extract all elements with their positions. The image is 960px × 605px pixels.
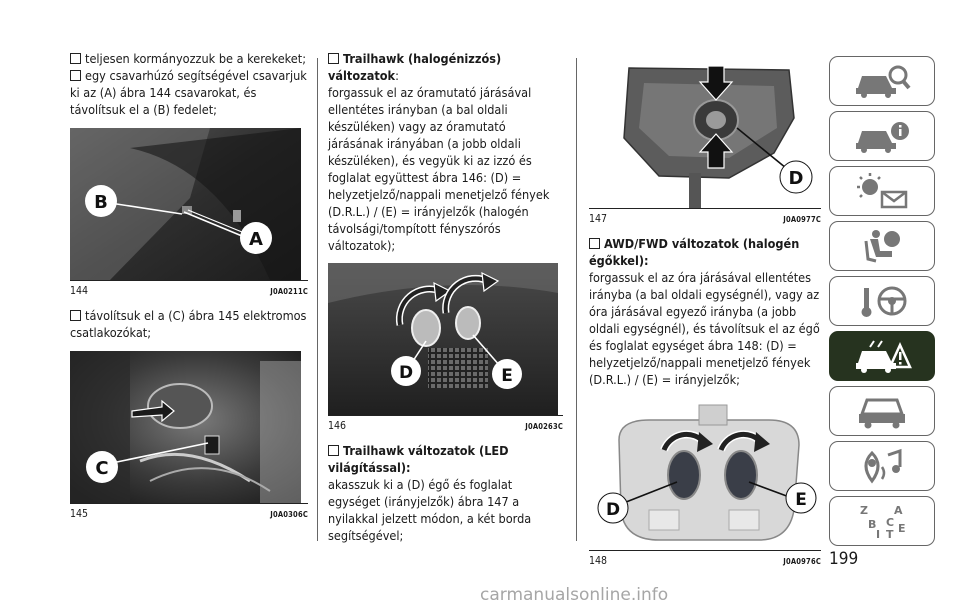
instruction-item: [328, 442, 563, 544]
column-divider-right: [576, 58, 577, 541]
car-info-icon: [852, 117, 912, 155]
key-steering-wheel-icon: [852, 282, 912, 320]
figure-caption: [589, 208, 821, 228]
chapter-sidebar: [829, 56, 935, 551]
index-letter: Z: [860, 504, 868, 517]
figure-caption: [70, 503, 308, 523]
instruction-item: [70, 50, 308, 67]
label-a: A: [249, 229, 263, 250]
photo-halogen-bulb-sockets: [589, 400, 820, 550]
figure-145: [70, 351, 308, 523]
label-d: D: [398, 363, 414, 383]
sidebar-tab-breakdown[interactable]: [829, 331, 935, 381]
index-letter: B: [868, 518, 877, 531]
section-heading: AWD/FWD változatok (halogén égőkkel):: [589, 236, 800, 268]
photo-wheel-arch-cover: [70, 128, 301, 280]
bullet-icon: [589, 238, 600, 249]
photo-led-lamp-housing: [589, 58, 820, 208]
label-e: E: [501, 366, 513, 386]
sidebar-tab-car-search[interactable]: [829, 56, 935, 106]
sidebar-tab-airbag-seat[interactable]: [829, 221, 935, 271]
multimedia-icon: [852, 447, 912, 485]
sidebar-tab-car-service[interactable]: [829, 386, 935, 436]
heading-suffix: :: [395, 68, 399, 83]
bullet-icon: [70, 70, 81, 81]
column-middle: [328, 50, 563, 544]
instruction-text: forgassuk el az óra járásával ellentétes irányba (a bal oldali egységnél), vagy az óra járásával egyező irányba (a jobb oldali egységnél), és távolítsuk el az égő és foglalat egységet ábra 148: (D) = helyzetjelző/nappali menetjelző fények (D.R.L.) / (E) = irányjelzők;: [589, 270, 820, 387]
column-divider-left: [317, 58, 318, 541]
figure-number: 145: [70, 508, 89, 520]
sidebar-tab-index[interactable]: [829, 496, 935, 546]
figure-code: J0A0306C: [270, 510, 308, 519]
instruction-item: [70, 307, 308, 341]
warning-light-message-icon: [852, 172, 912, 210]
bullet-icon: [70, 53, 81, 64]
figure-number: 146: [328, 420, 347, 432]
photo-electrical-connectors: [70, 351, 301, 503]
figure-148: [589, 400, 821, 570]
page-number: 199: [829, 549, 859, 569]
section-heading: Trailhawk változatok (LED világítással):: [328, 443, 509, 475]
instruction-text: akasszuk ki a (D) égő és foglalat egységet (irányjelzők) ábra 147 a nyilakkal jelzett módon, a két borda segítségével;: [328, 477, 532, 543]
figure-144: [70, 128, 308, 300]
instruction-text: teljesen kormányozzuk be a kerekeket;: [85, 51, 307, 66]
label-d: D: [788, 168, 804, 189]
index-letter: A: [894, 504, 903, 517]
car-search-icon: [852, 62, 912, 100]
sidebar-tab-car-info[interactable]: [829, 111, 935, 161]
bullet-icon: [328, 445, 339, 456]
label-d: D: [605, 500, 621, 520]
instruction-item: [589, 235, 821, 388]
car-service-icon: [852, 392, 912, 430]
watermark: carmanualsonline.info: [480, 585, 669, 605]
alphabetical-index-icon: [852, 502, 912, 540]
column-left: [70, 50, 308, 530]
column-right: [589, 50, 821, 577]
figure-code: J0A0263C: [525, 422, 563, 431]
figure-code: J0A0976C: [783, 557, 821, 566]
figure-caption: [589, 550, 821, 570]
bullet-icon: [70, 310, 81, 321]
figure-number: 148: [589, 555, 608, 567]
figure-147: [589, 58, 821, 228]
sidebar-tab-warning-lights[interactable]: [829, 166, 935, 216]
figure-number: 147: [589, 213, 608, 225]
figure-146: [328, 263, 563, 435]
index-letter: I: [876, 528, 881, 540]
label-e: E: [795, 490, 807, 510]
instruction-item: [70, 67, 308, 118]
photo-headlamp-sockets: [328, 263, 558, 415]
label-c: C: [95, 458, 109, 479]
instruction-text: forgassuk el az óramutató járásával ellentétes irányban (a bal oldali készüléken) vagy az óramutató járásának irányában (a jobb oldali készüléken), és vegyük ki az izzó és foglalat együttest ábra 146: (D) = helyzetjelző/nappali menetjelző fények (D.R.L.) / (E) = irányjelzők (halogén távolsági/tompított fényszórós változatok);: [328, 85, 550, 253]
index-letter: E: [898, 522, 906, 535]
bullet-icon: [328, 53, 339, 64]
label-b: B: [94, 192, 108, 213]
index-letter: T: [886, 528, 894, 540]
sidebar-tab-multimedia[interactable]: [829, 441, 935, 491]
figure-caption: [70, 280, 308, 300]
instruction-text: egy csavarhúzó segítségével csavarjuk ki az (A) ábra 144 csavarokat, és távolítsuk el a (B) fedelet;: [70, 68, 307, 117]
figure-caption: [328, 415, 563, 435]
instruction-item: [328, 50, 563, 254]
section-heading: Trailhawk (halogénizzós) változatok: [328, 51, 502, 83]
airbag-seat-icon: [852, 227, 912, 265]
sidebar-tab-key-steering[interactable]: [829, 276, 935, 326]
figure-code: J0A0211C: [270, 287, 308, 296]
car-breakdown-warning-icon: [852, 337, 912, 375]
instruction-text: távolítsuk el a (C) ábra 145 elektromos csatlakozókat;: [70, 308, 307, 340]
figure-number: 144: [70, 285, 89, 297]
figure-code: J0A0977C: [783, 215, 821, 224]
index-letter: C: [886, 516, 895, 529]
